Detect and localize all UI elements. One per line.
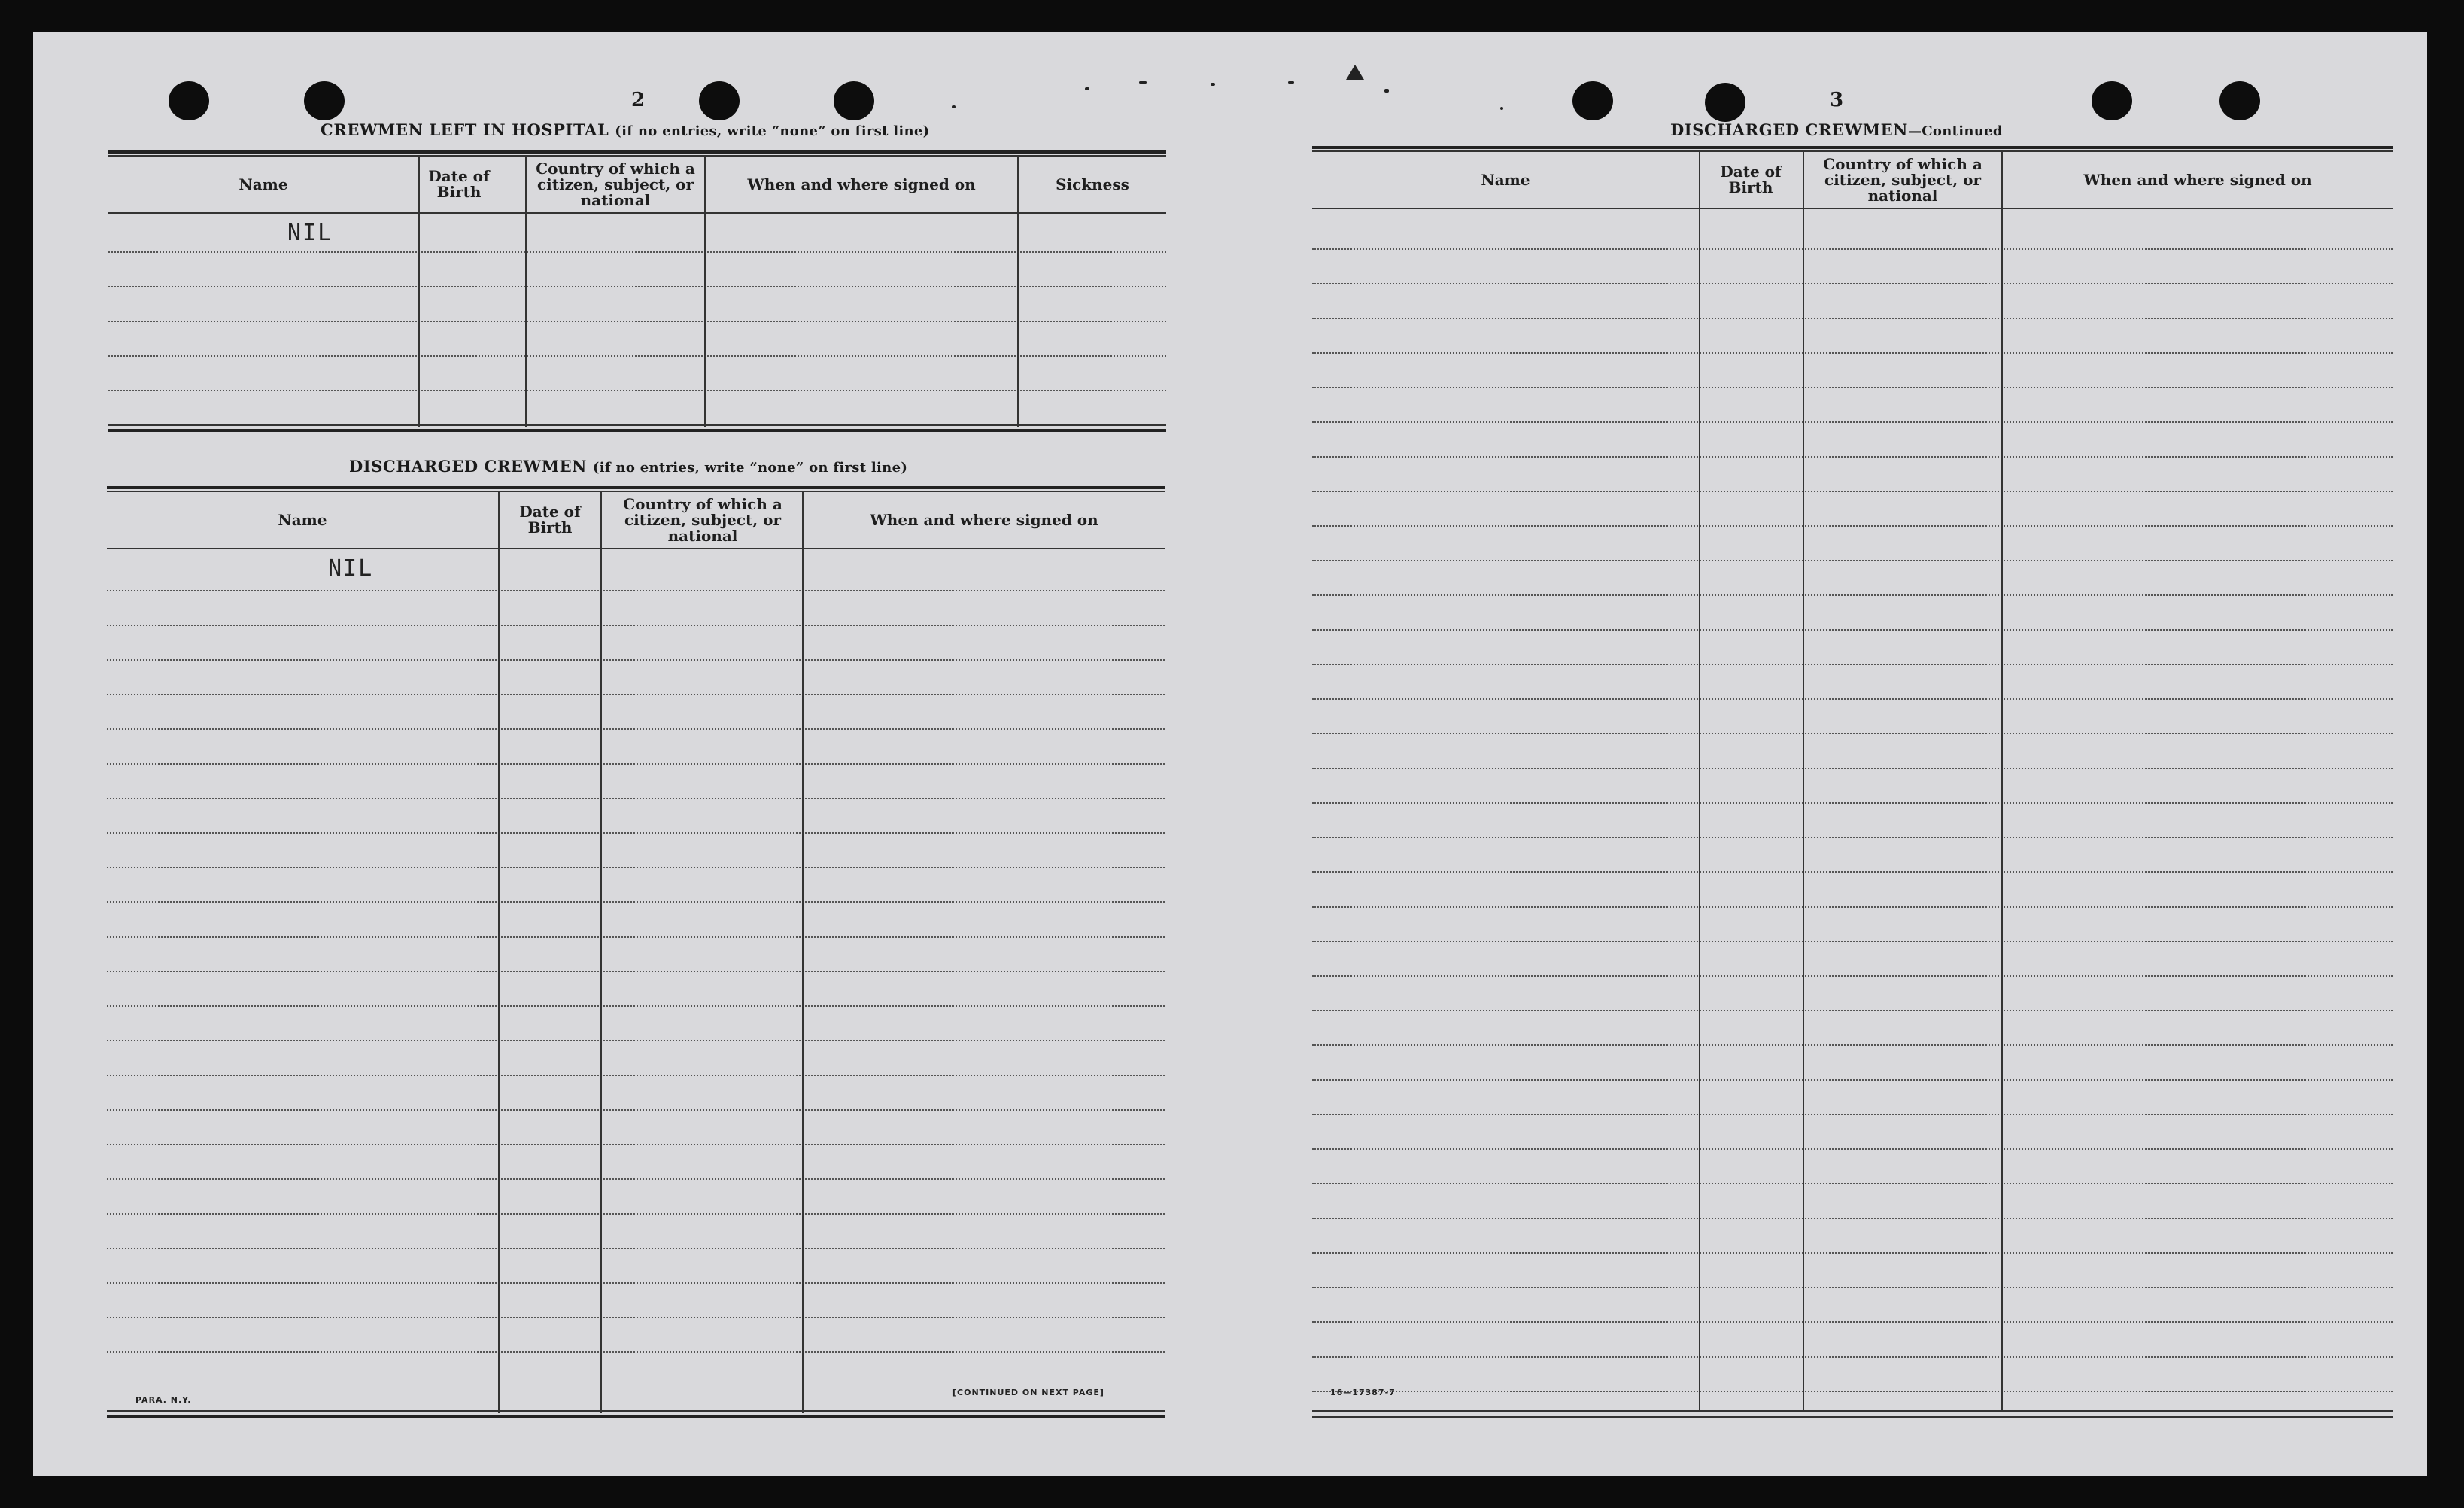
column-divider [600,491,602,1413]
row-line [107,798,1165,799]
column-divider [1699,150,1700,1412]
row-line [107,1178,1165,1180]
column-divider [1803,150,1804,1412]
row-line [107,590,1165,591]
row-line [1312,594,2393,596]
header-rule [107,548,1165,549]
row-line [1312,906,2393,908]
row-line [1312,387,2393,388]
punch-hole [699,81,740,120]
row-line [1312,733,2393,734]
punch-hole [304,81,345,120]
discharged-continued-table [1312,146,2393,1422]
ink-speck [952,105,956,108]
row-line [107,1351,1165,1353]
punch-hole [834,81,874,120]
row-line [1312,941,2393,942]
row-line [107,1040,1165,1041]
row-line [1312,1287,2393,1288]
page-number: 2 [631,89,646,111]
row-line [1312,1252,2393,1254]
row-line [1312,248,2393,250]
ink-speck [1500,107,1503,110]
column-header-signed-on: When and where signed on [747,175,976,193]
column-header-date-of-birth: Date of Birth [519,503,581,537]
column-divider [418,155,420,427]
row-line [107,728,1165,730]
row-line [107,1144,1165,1145]
row-line [1312,1391,2393,1392]
row-line [1312,1079,2393,1081]
row-line [1312,318,2393,319]
row-line [1312,283,2393,284]
row-line [107,867,1165,868]
hospital-title-text: CREWMEN LEFT IN HOSPITAL [321,120,609,139]
row-line [1312,1218,2393,1219]
row-line [1312,1183,2393,1184]
table-rule [107,1410,1165,1412]
table-rule [1312,1416,2393,1418]
footer-printer: PARA. N.Y. [135,1395,192,1405]
discharged-section-title [349,457,907,476]
column-header-country: Country of which a citizen, subject, or national [536,159,695,209]
discharged-table [107,486,1166,1419]
row-line [1312,1356,2393,1358]
column-header-country: Country of which a citizen, subject, or national [623,494,782,545]
column-divider [525,155,527,427]
punch-hole [1705,83,1745,122]
row-line [1312,560,2393,561]
hospital-section-title [321,120,930,139]
discharged-title-text: DISCHARGED CREWMEN [349,457,587,476]
row-line [107,1248,1165,1249]
column-header-signed-on: When and where signed on [2083,170,2312,189]
row-line [107,971,1165,972]
ink-speck [1384,89,1389,93]
row-line [107,1005,1165,1007]
ink-speck [1211,83,1215,86]
column-header-date-of-birth: Date of Birth [1720,163,1782,196]
table-rule [1312,1410,2393,1412]
row-line [1312,1148,2393,1150]
row-line [1312,664,2393,665]
row-line [108,321,1166,322]
header-rule [1312,208,2393,209]
row-line [108,251,1166,253]
column-header-signed-on: When and where signed on [870,510,1098,529]
row-line [107,659,1165,661]
column-header-country: Country of which a citizen, subject, or national [1823,154,1982,205]
row-line [108,286,1166,287]
punch-hole [169,81,209,120]
row-line [107,763,1165,765]
discharged-cont-title-text: DISCHARGED CREWMEN [1670,120,1908,139]
row-line [1312,456,2393,458]
discharged-title-note: (if no entries, write “none” on first line) [592,460,908,476]
table-rule [107,1415,1165,1418]
column-header-name: Name [239,175,288,193]
page-number: 3 [1830,89,1844,111]
ink-speck [1346,65,1364,80]
punch-hole [1572,81,1613,120]
row-line [1312,802,2393,804]
document-spread [33,32,2427,1476]
column-header-date-of-birth: Date of Birth [428,167,490,201]
table-rule [108,150,1166,154]
row-line [107,832,1165,834]
row-line [1312,837,2393,838]
row-line [108,390,1166,391]
row-line [107,1317,1165,1318]
punch-hole [2092,81,2132,120]
row-line [1312,352,2393,354]
ink-speck [1139,81,1147,84]
row-line [107,936,1165,938]
row-line [108,355,1166,357]
discharged-cont-suffix: —Continued [1907,123,2003,139]
column-divider [802,491,804,1413]
ink-speck [1085,87,1089,90]
footer-form-number: 16—17387-7 [1330,1388,1396,1397]
row-line [1312,1044,2393,1046]
column-divider [498,491,500,1413]
column-header-sickness: Sickness [1056,175,1129,193]
table-rule [108,424,1166,426]
hospital-title-note: (if no entries, write “none” on first line) [615,123,930,139]
row-line [107,1213,1165,1215]
header-rule [108,212,1166,214]
table-rule [107,486,1165,489]
row-line [107,625,1165,626]
hospital-table [108,150,1166,459]
row-line [1312,1114,2393,1115]
row-line [107,1109,1165,1111]
table-rule [108,429,1166,432]
discharged-entry-name: NIL [328,555,374,582]
hospital-entry-name: NIL [287,220,333,246]
row-line [1312,1010,2393,1011]
table-rule [1312,146,2393,149]
column-header-name: Name [1481,170,1530,189]
row-line [1312,768,2393,769]
column-header-name: Name [278,510,327,529]
row-line [1312,491,2393,492]
row-line [107,1075,1165,1076]
row-line [1312,1321,2393,1323]
row-line [107,901,1165,903]
row-line [1312,421,2393,423]
punch-hole [2219,81,2260,120]
row-line [107,694,1165,695]
column-divider [2001,150,2003,1412]
footer-continued: [CONTINUED ON NEXT PAGE] [952,1388,1104,1397]
row-line [1312,525,2393,527]
row-line [107,1282,1165,1284]
row-line [1312,871,2393,873]
row-line [1312,698,2393,700]
discharged-continued-title [1670,120,2003,139]
row-line [1312,629,2393,631]
ink-speck [1288,81,1294,84]
row-line [1312,975,2393,977]
